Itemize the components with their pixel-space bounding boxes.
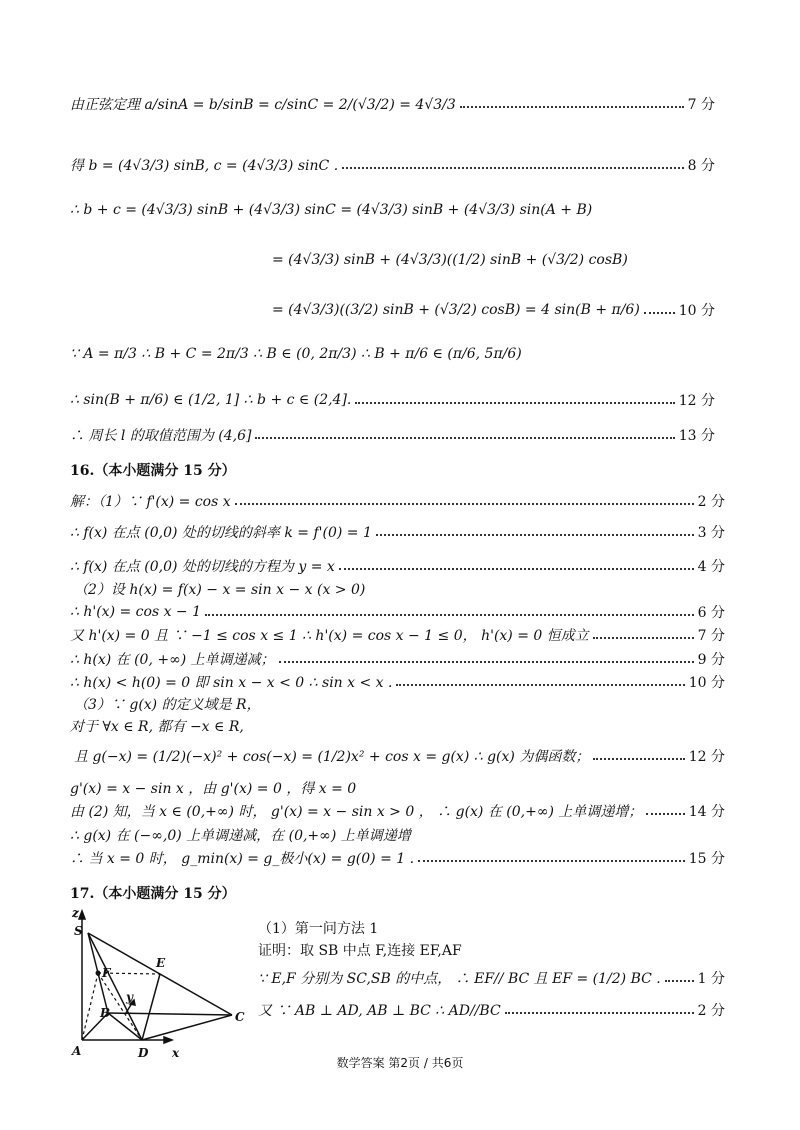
solution-line xyxy=(70,625,725,645)
leader-dots xyxy=(342,167,684,169)
equation-text: 且 g(−x) = (1/2)(−x)² + cos(−x) = (1/2)x² + cos x = g(x) ∴ g(x) 为偶函数； xyxy=(74,749,590,765)
solution-line xyxy=(70,94,715,114)
question-17-heading: 17.（本小题满分 15 分） xyxy=(70,886,236,902)
solution-line xyxy=(70,491,725,511)
equation-text: 对于 ∀x ∈ R, 都有 −x ∈ R, xyxy=(70,719,244,735)
label-y: y xyxy=(126,990,133,1004)
equation-text: ∴ sin(B + π/6) ∈ (1/2, 1] ∴ b + c ∈ (2,4]. xyxy=(70,392,352,408)
score-label: 9 分 xyxy=(697,652,725,668)
equation-text: ∴ h(x) < h(0) = 0 即 sin x − x < 0 ∴ sin x < x . xyxy=(70,675,393,691)
leader-dots xyxy=(396,684,684,686)
leader-dots xyxy=(376,534,694,536)
leader-dots xyxy=(255,437,674,439)
solution-line xyxy=(70,155,715,175)
label-D: D xyxy=(138,1046,149,1060)
solution-line xyxy=(70,522,725,542)
solution-line xyxy=(70,346,522,362)
score-label: 7 分 xyxy=(687,97,715,113)
label-z: z xyxy=(72,906,79,920)
leader-dots xyxy=(644,312,675,314)
score-label: 10 分 xyxy=(678,303,715,319)
leader-dots xyxy=(235,503,694,505)
dashed-AF xyxy=(82,973,98,1040)
score-label: 10 分 xyxy=(688,675,725,691)
equation-text: g'(x) = x − sin x ，由 g'(x) = 0 ，得 x = 0 xyxy=(70,781,357,797)
z-arrow xyxy=(79,911,85,919)
solution-line xyxy=(70,602,725,622)
equation-text: 解：（1）∵ f'(x) = cos x xyxy=(70,494,231,510)
leader-dots xyxy=(205,614,694,616)
label-E: E xyxy=(156,956,166,970)
score-label: 15 分 xyxy=(688,851,725,867)
solution-line xyxy=(258,940,462,960)
solution-line xyxy=(70,672,725,692)
label-B: B xyxy=(100,1006,111,1020)
solution-line xyxy=(258,918,378,938)
score-label: 12 分 xyxy=(678,393,715,409)
equation-text: （1）第一问方法 1 xyxy=(258,921,379,937)
leader-dots xyxy=(339,568,694,570)
solution-line xyxy=(70,556,725,576)
score-label: 2 分 xyxy=(697,494,725,510)
solution-line xyxy=(70,778,356,798)
leader-dots xyxy=(593,758,684,760)
leader-dots xyxy=(418,860,685,862)
solution-line xyxy=(70,825,411,845)
equation-text: ∴ 周长 l 的取值范围为 (4,6] xyxy=(70,428,252,444)
score-label: 1 分 xyxy=(697,971,725,987)
solution-line xyxy=(70,848,725,868)
equation-text: 又 ∵ AB ⊥ AD, AB ⊥ BC ∴ AD//BC xyxy=(258,1003,501,1019)
leader-dots xyxy=(460,106,684,108)
equation-text: 由 (2) 知，当 x ∈ (0,+∞) 时， g'(x) = x − sin x > 0 ， ∴ g(x) 在 (0,+∞) 上单调递增； xyxy=(70,804,643,820)
leader-dots xyxy=(505,1012,694,1014)
solution-line xyxy=(74,746,725,766)
label-x: x xyxy=(172,1046,180,1060)
label-F: F xyxy=(102,966,111,980)
solution-line xyxy=(258,968,725,988)
page-footer: 数学答案 第2页 / 共6页 xyxy=(336,1056,464,1070)
question-16-heading: 16.（本小题满分 15 分） xyxy=(70,463,236,479)
equation-text: 又 h'(x) = 0 且 ∵ −1 ≤ cos x ≤ 1 ∴ h'(x) = cos x − 1 ≤ 0， h'(x) = 0 恒成立 xyxy=(70,628,589,644)
score-label: 13 分 xyxy=(678,428,715,444)
score-label: 8 分 xyxy=(687,158,715,174)
equation-text: 由正弦定理 a/sinA = b/sinB = c/sinC = 2/(√3/2) = 4√3/3 xyxy=(70,97,456,113)
equation-text: 得 b = (4√3/3) sinB, c = (4√3/3) sinC . xyxy=(70,158,339,174)
leader-dots xyxy=(355,402,674,404)
equation-text: ∴ g(x) 在 (−∞,0) 上单调递减，在 (0,+∞) 上单调递增 xyxy=(70,828,411,844)
score-label: 3 分 xyxy=(697,525,725,541)
solution-line xyxy=(74,579,365,599)
score-label: 14 分 xyxy=(688,804,725,820)
equation-text: 证明：取 SB 中点 F,连接 EF,AF xyxy=(258,943,462,959)
solution-line xyxy=(272,300,715,320)
score-label: 2 分 xyxy=(697,1003,725,1019)
equation-text: （2）设 h(x) = f(x) − x = sin x − x (x > 0) xyxy=(74,582,366,598)
equation-text: = (4√3/3) sinB + (4√3/3)((1/2) sinB + (√3/2) cosB) xyxy=(272,252,628,268)
equation-text: ∵ A = π/3 ∴ B + C = 2π/3 ∴ B ∈ (0, 2π/3) ∴ B + π/6 ∈ (π/6, 5π/6) xyxy=(70,346,522,362)
score-label: 6 分 xyxy=(697,605,725,621)
edge-BD xyxy=(108,1013,142,1040)
solution-line xyxy=(70,716,244,736)
solution-line xyxy=(70,801,725,821)
equation-text: ∴ h(x) 在 (0, +∞) 上单调递减； xyxy=(70,652,275,668)
solution-line xyxy=(74,694,261,714)
equation-text: ∴ h'(x) = cos x − 1 xyxy=(70,604,202,620)
x-arrow xyxy=(164,1037,172,1043)
equation-text: （3）∵ g(x) 的定义域是 R， xyxy=(74,697,261,713)
edge-DC xyxy=(142,1015,232,1040)
leader-dots xyxy=(646,813,684,815)
leader-dots xyxy=(665,980,694,982)
solution-line xyxy=(70,390,715,410)
score-label: 12 分 xyxy=(688,749,725,765)
score-label: 7 分 xyxy=(697,628,725,644)
equation-text: ∵ E,F 分别为 SC,SB 的中点， ∴ EF// BC 且 EF = (1/2) BC . xyxy=(258,971,661,987)
label-C: C xyxy=(235,1010,245,1024)
equation-text: = (4√3/3)((3/2) sinB + (√3/2) cosB) = 4 sin(B + π/6) xyxy=(272,302,640,318)
solution-line xyxy=(258,1000,725,1020)
score-label: 4 分 xyxy=(697,559,725,575)
solution-line xyxy=(70,425,715,445)
label-S: S xyxy=(74,924,83,938)
solution-line xyxy=(70,649,725,669)
segment-ED xyxy=(142,974,160,1040)
leader-dots xyxy=(279,661,694,663)
point-F xyxy=(96,971,101,976)
solution-line xyxy=(272,252,628,268)
equation-text: ∴ f(x) 在点 (0,0) 处的切线的方程为 y = x xyxy=(70,559,335,575)
equation-text: ∴ b + c = (4√3/3) sinB + (4√3/3) sinC = (4√3/3) sinB + (4√3/3) sin(A + B) xyxy=(70,202,593,218)
solution-line xyxy=(70,202,592,218)
pyramid-figure xyxy=(70,905,255,1065)
equation-text: ∴ f(x) 在点 (0,0) 处的切线的斜率 k = f'(0) = 1 xyxy=(70,525,372,541)
leader-dots xyxy=(593,637,694,639)
equation-text: ∴ 当 x = 0 时， g_min(x) = g_极小(x) = g(0) = 1 . xyxy=(70,851,415,867)
label-A: A xyxy=(72,1044,82,1058)
